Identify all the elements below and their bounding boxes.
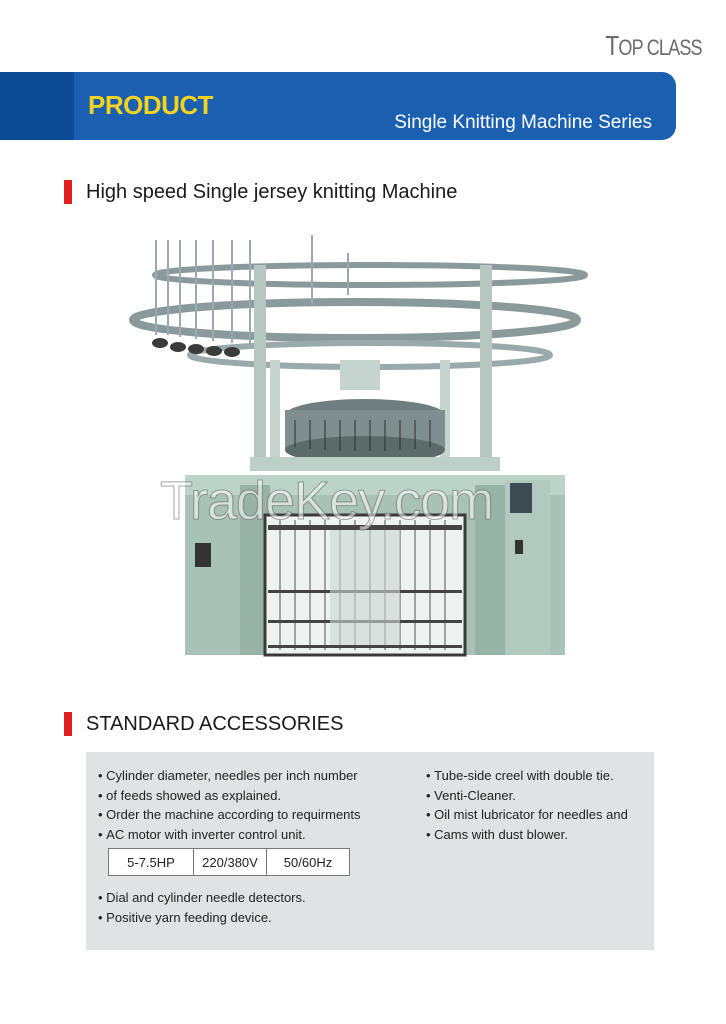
list-item: • Positive yarn feeding device. bbox=[98, 908, 306, 928]
banner-title: PRODUCT bbox=[88, 90, 214, 120]
section-accessories-heading bbox=[64, 712, 343, 736]
section-marker bbox=[64, 180, 72, 204]
knitting-machine-illustration bbox=[120, 225, 610, 665]
list-item: • Dial and cylinder needle detectors. bbox=[98, 888, 306, 908]
brand-rest: OP CLASS bbox=[618, 35, 702, 60]
spec-table bbox=[108, 848, 350, 876]
product-banner bbox=[0, 72, 676, 140]
brand-logo bbox=[605, 30, 702, 62]
list-item: • Cylinder diameter, needles per inch number bbox=[98, 766, 361, 786]
spec-frequency: 50/60Hz bbox=[267, 849, 350, 876]
list-item: • Venti-Cleaner. bbox=[426, 786, 628, 806]
banner-left-bar bbox=[0, 72, 74, 140]
list-item: • Cams with dust blower. bbox=[426, 825, 628, 845]
section-machine-title: High speed Single jersey knitting Machine bbox=[86, 180, 458, 203]
list-item: • Oil mist lubricator for needles and bbox=[426, 805, 628, 825]
accessories-right-list bbox=[426, 766, 628, 844]
watermark: TradeKey.com bbox=[160, 471, 494, 531]
brand-initial: T bbox=[605, 30, 619, 61]
accessories-box bbox=[86, 752, 654, 950]
section-machine-heading bbox=[64, 180, 457, 204]
table-row bbox=[109, 849, 350, 876]
section-accessories-title: STANDARD ACCESSORIES bbox=[86, 712, 344, 735]
spec-power: 5-7.5HP bbox=[109, 849, 194, 876]
spec-voltage: 220/380V bbox=[194, 849, 267, 876]
list-item: • Tube-side creel with double tie. bbox=[426, 766, 628, 786]
list-item: • Order the machine according to requirments bbox=[98, 805, 361, 825]
list-item: • of feeds showed as explained. bbox=[98, 786, 361, 806]
accessories-bottom-list bbox=[98, 888, 306, 927]
section-marker bbox=[64, 712, 72, 736]
accessories-left-list bbox=[98, 766, 361, 844]
banner-series: Single Knitting Machine Series bbox=[394, 112, 652, 133]
list-item: • AC motor with inverter control unit. bbox=[98, 825, 361, 845]
